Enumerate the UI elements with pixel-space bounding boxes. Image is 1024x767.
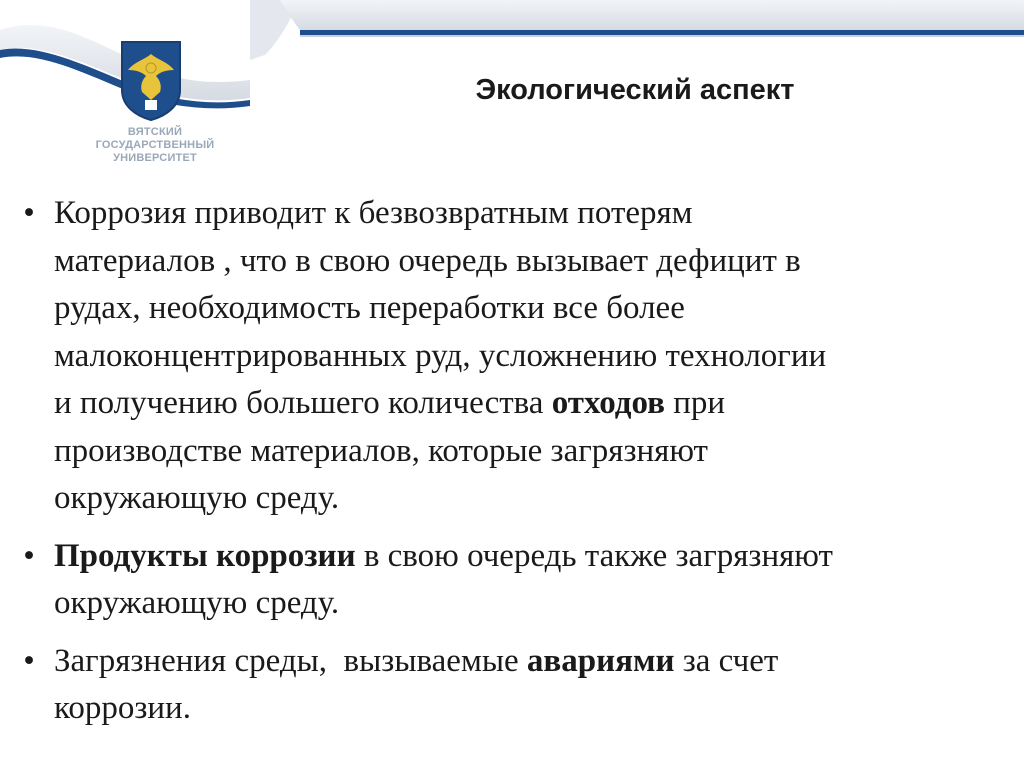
university-logo <box>80 40 290 175</box>
bullet-icon: • <box>23 537 35 574</box>
bullet-line: производстве материалов, которые загрязняют <box>54 432 708 469</box>
bullet-line: рудах, необходимость переработки все более <box>54 290 685 326</box>
slide-title: Экологический аспект <box>475 74 795 106</box>
bullet-icon: • <box>23 642 35 679</box>
university-name-line: ГОСУДАРСТВЕННЫЙ <box>95 139 215 151</box>
university-name-line: ВЯТСКИЙ <box>127 126 183 138</box>
bullet-list <box>14 190 1014 743</box>
bullet-line: материалов , что в свою очередь вызывает дефицит в <box>54 242 801 279</box>
bullet-text: за счет <box>674 642 779 679</box>
bullet-emphasis: авариями <box>526 642 675 679</box>
bullet-text: Загрязнения среды, вызываемые <box>54 642 527 679</box>
bullet-line: малоконцентрированных руд, усложнению технологии <box>54 337 827 374</box>
bullet-line: окружающую среду. <box>54 480 340 516</box>
bullet-line: коррозии. <box>54 690 191 726</box>
bullet-icon: • <box>23 195 35 231</box>
university-name-line: УНИВЕРСИТЕТ <box>113 152 197 164</box>
bullet-emphasis: отходов <box>551 385 665 421</box>
bullet-emphasis: Продукты коррозии <box>54 537 356 574</box>
bullet-text: в свою очередь также загрязняют <box>355 537 833 574</box>
university-name <box>80 126 230 165</box>
bullet-item <box>14 190 1014 523</box>
eagle-shield-icon <box>120 40 182 122</box>
bullet-line: окружающую среду. <box>54 585 340 621</box>
bullet-text: при <box>664 385 726 421</box>
bullet-text: и получению большего количества <box>54 385 552 421</box>
bullet-line: Коррозия приводит к безвозвратным потерям <box>54 195 693 231</box>
bullet-item <box>14 638 1014 733</box>
bullet-item <box>14 533 1014 628</box>
